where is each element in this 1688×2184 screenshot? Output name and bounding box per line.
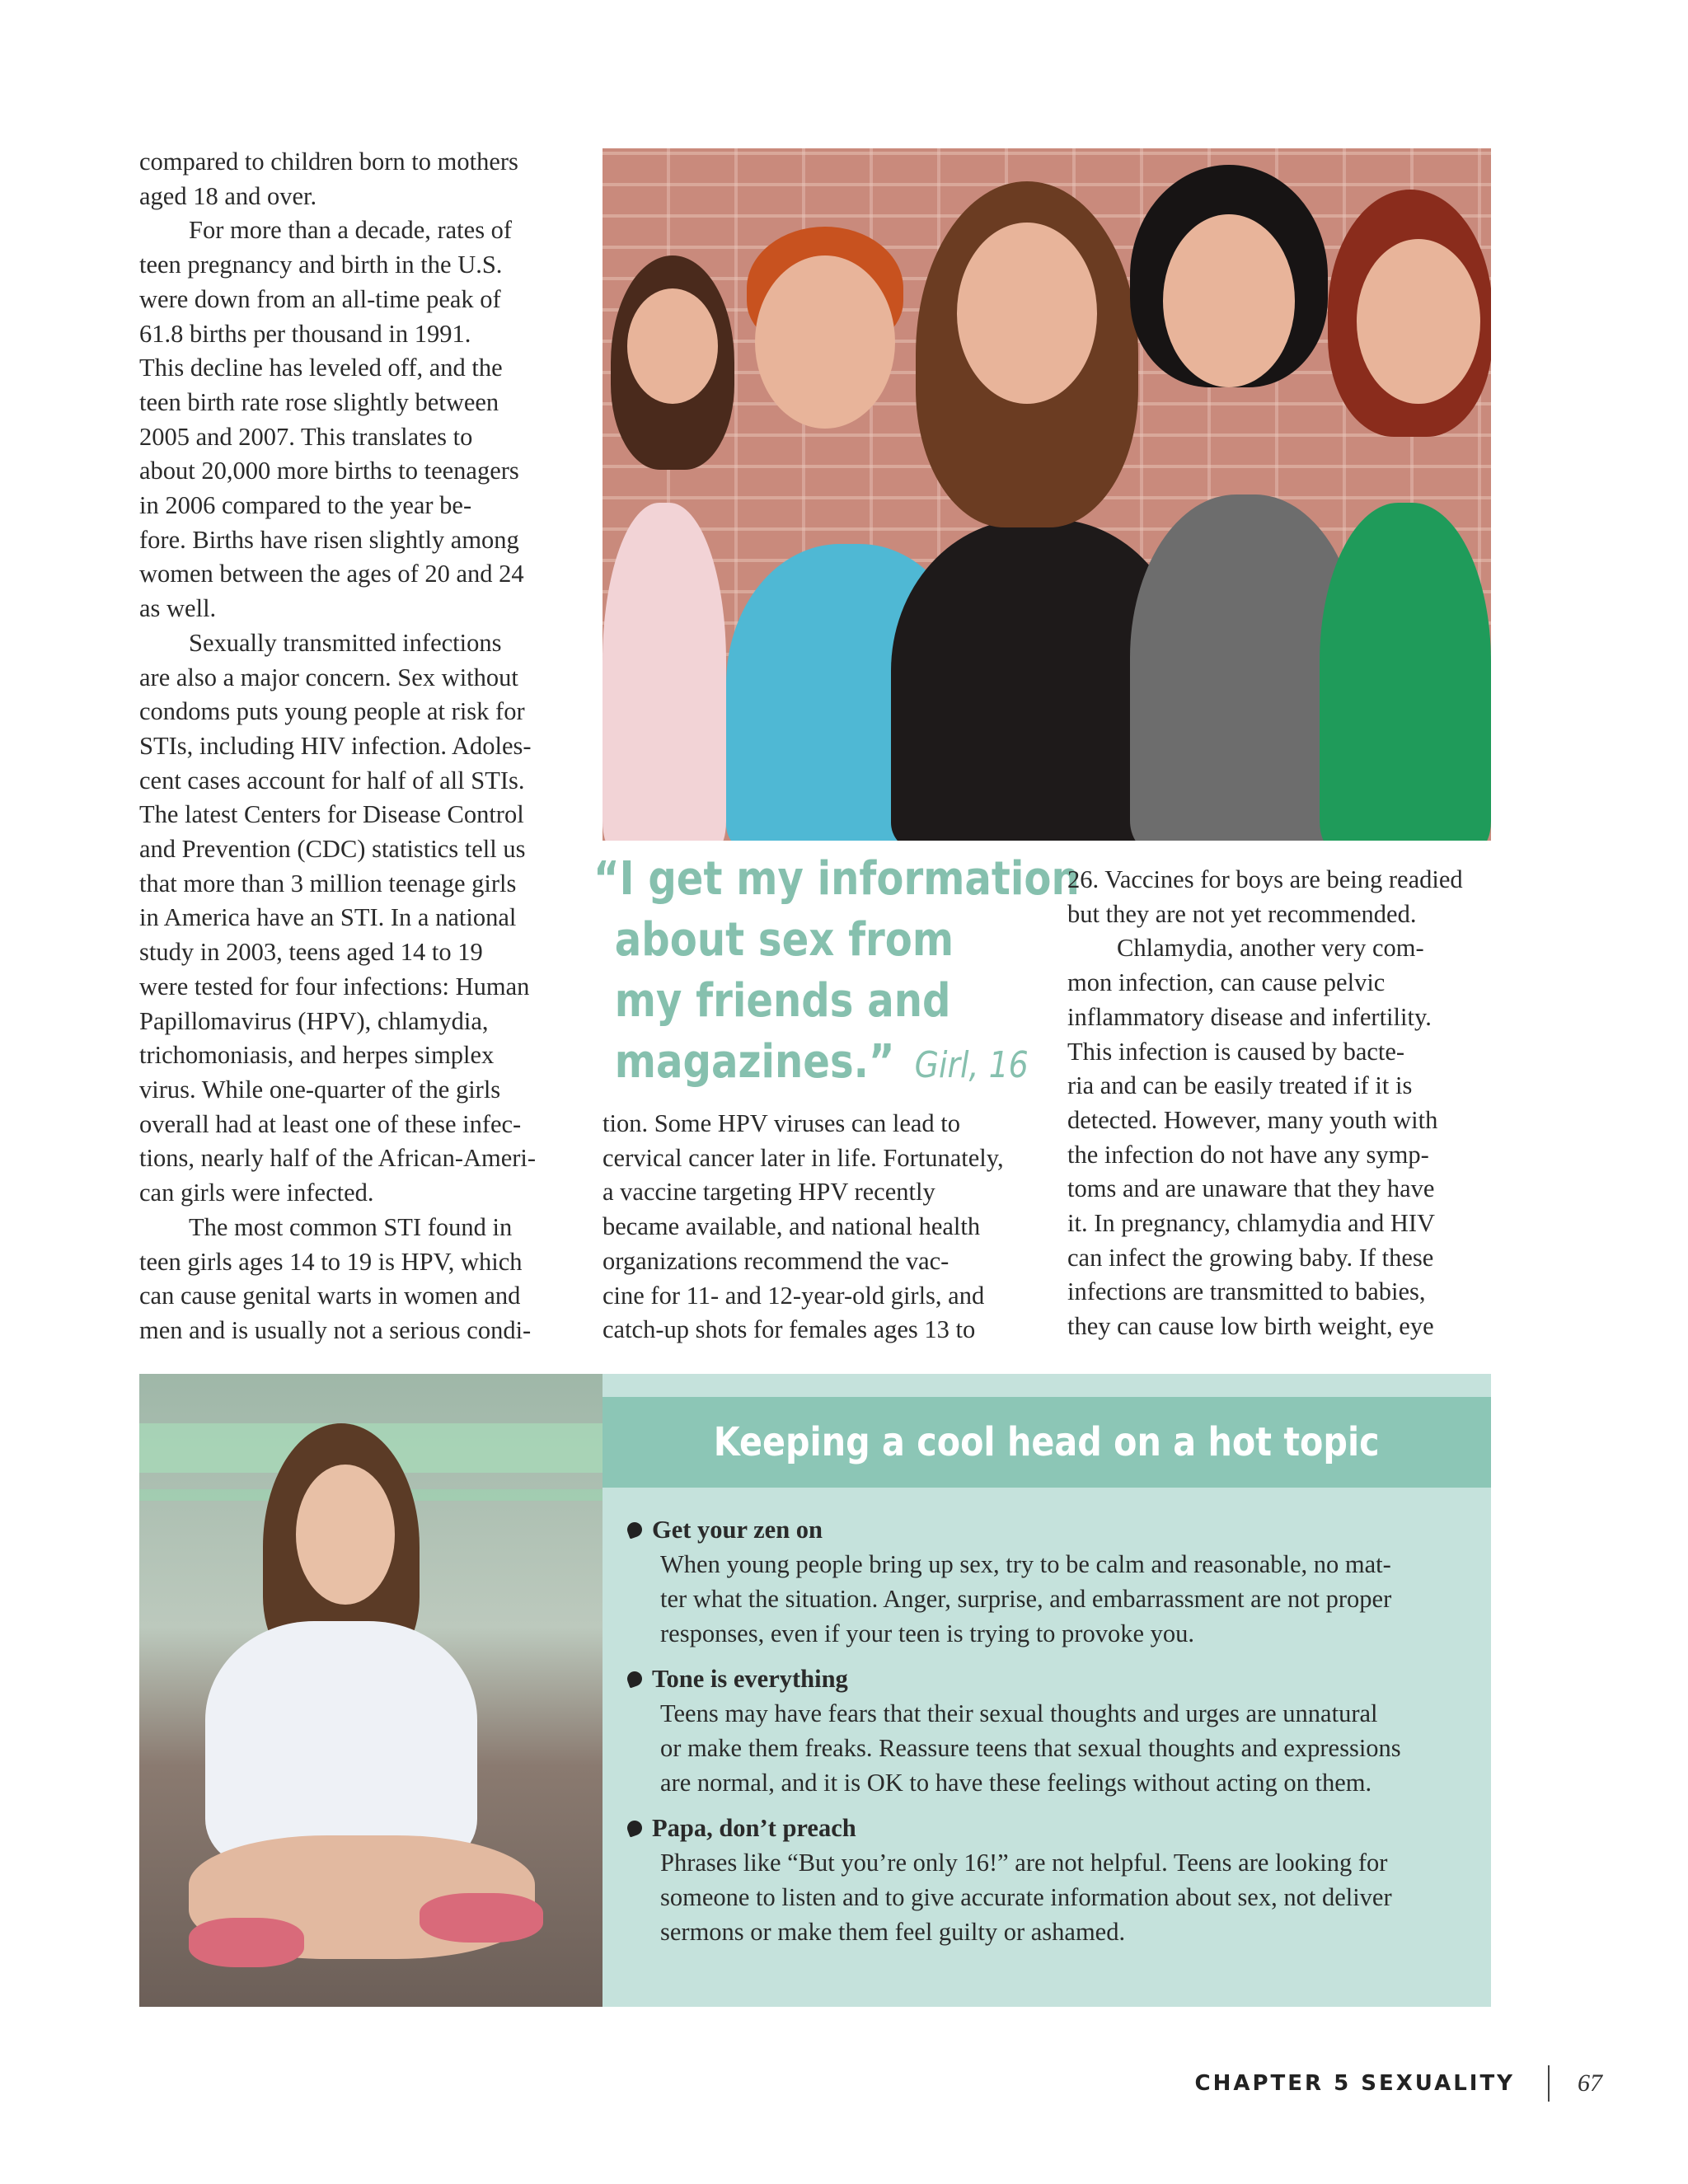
text-line: Sexually transmitted infections [189,628,502,657]
girl-face [296,1465,395,1605]
tip-body-line: ter what the situation. Anger, surprise, and embarrassment are not proper [660,1585,1392,1613]
person-face [627,288,718,404]
text-line: cent cases account for half of all STIs. [139,766,525,794]
tip-item [627,1661,1476,1800]
text-line: but they are not yet recommended. [1067,899,1417,928]
text-line: and Prevention (CDC) statistics tell us [139,835,526,864]
tips-heading: Keeping a cool head on a hot topic [714,1419,1380,1465]
text-line: can cause genital warts in women and [139,1282,521,1310]
text-line: as well. [139,594,217,623]
text-line: teen girls ages 14 to 19 is HPV, which [139,1247,523,1276]
sneaker [420,1893,543,1943]
text-line: mon infection, can cause pelvic [1067,968,1386,997]
text-line: they can cause low birth weight, eye [1067,1312,1434,1341]
text-line: teen pregnancy and birth in the U.S. [139,251,503,279]
text-line: ria and can be easily treated if it is [1067,1071,1413,1100]
left-paragraph-1 [139,145,568,213]
text-line: aged 18 and over. [139,181,317,210]
left-paragraph-4 [139,1211,568,1348]
tip-body-line: When young people bring up sex, try to be calm and reasonable, no mat- [660,1550,1391,1578]
text-line: catch-up shots for females ages 13 to [603,1315,976,1344]
tip-body-line: or make them freaks. Reassure teens that sexual thoughts and expressions [660,1734,1401,1762]
text-line: cervical cancer later in life. Fortunately, [603,1143,1004,1172]
text-line: 2005 and 2007. This translates to [139,422,473,451]
page-footer [1195,2065,1603,2102]
text-line: The most common STI found in [189,1212,513,1241]
person-figure [1320,503,1491,841]
pull-quote-attribution: Girl, 16 [914,1044,1029,1086]
text-line: inflammatory disease and infertility. [1067,1002,1432,1031]
tip-item [627,1512,1476,1651]
bullet-icon [625,1520,644,1539]
tips-sidebar [603,1374,1491,2007]
left-paragraph-2 [139,213,568,626]
text-line: condoms puts young people at risk for [139,697,525,726]
text-line: For more than a decade, rates of [189,216,513,245]
left-text-column [139,145,568,1348]
person-figure [603,503,726,841]
tip-item [627,1811,1476,1949]
text-line: Chlamydia, another very com- [1117,934,1424,963]
right-paragraph-2 [1067,931,1496,1343]
text-line: in 2006 compared to the year be- [139,491,472,520]
bullet-icon [625,1669,644,1688]
tip-title: Papa, don’t preach [652,1814,856,1842]
bullet-icon [625,1818,644,1837]
pull-quote-line: about sex from [614,913,954,967]
tip-title: Get your zen on [652,1516,823,1544]
tip-body-line: sermons or make them feel guilty or ashamed. [660,1918,1126,1946]
text-line: study in 2003, teens aged 14 to 19 [139,938,483,967]
text-line: women between the ages of 20 and 24 [139,560,524,588]
text-line: fore. Births have risen slightly among [139,525,519,554]
text-line: The latest Centers for Disease Control [139,800,524,829]
person-face [957,223,1097,404]
tip-title: Tone is everything [652,1665,848,1693]
text-line: STIs, including HIV infection. Adoles- [139,731,532,760]
text-line: This infection is caused by bacte- [1067,1037,1405,1066]
tip-body-line: are normal, and it is OK to have these feelings without acting on them. [660,1769,1372,1797]
tip-body-line: someone to listen and to give accurate information about sex, not deliver [660,1883,1392,1911]
text-line: cine for 11- and 12-year-old girls, and [603,1281,985,1310]
text-line: infections are transmitted to babies, [1067,1277,1426,1306]
middle-text-column [603,1107,1031,1347]
pull-quote [593,849,1080,1096]
text-line: can girls were infected. [139,1179,374,1207]
sneaker [189,1918,304,1967]
sitting-girl-photo [139,1374,603,2007]
tips-heading-bar [603,1397,1491,1488]
tip-body-line: Phrases like “But you’re only 16!” are not helpful. Teens are looking for [660,1849,1388,1877]
text-line: can infect the growing baby. If these [1067,1243,1434,1272]
text-line: tion. Some HPV viruses can lead to [603,1109,961,1137]
text-line: tions, nearly half of the African-Ameri- [139,1144,537,1173]
text-line: detected. However, many youth with [1067,1105,1438,1134]
text-line: were tested for four infections: Human [139,972,530,1001]
right-paragraph-1 [1067,863,1496,931]
text-line: became available, and national health [603,1212,981,1241]
text-line: 61.8 births per thousand in 1991. [139,319,471,348]
text-line: 26. Vaccines for boys are being readied [1067,865,1463,893]
text-line: Papillomavirus (HPV), chlamydia, [139,1006,489,1035]
text-line: compared to children born to mothers [139,148,518,176]
person-face [755,255,895,429]
text-line: it. In pregnancy, chlamydia and HIV [1067,1209,1436,1238]
person-face [1163,214,1295,387]
footer-divider [1548,2065,1550,2102]
text-line: in America have an STI. In a national [139,903,517,932]
text-line: that more than 3 million teenage girls [139,869,517,898]
text-line: This decline has leveled off, and the [139,354,503,382]
pull-quote-line: “I get my information [593,852,1080,906]
text-line: overall had at least one of these infec- [139,1109,522,1138]
left-paragraph-3 [139,626,568,1211]
teen-group-photo [603,148,1491,841]
pull-quote-line: magazines.” [614,1035,895,1089]
text-line: men and is usually not a serious condi- [139,1315,532,1344]
text-line: a vaccine targeting HPV recently [603,1178,935,1207]
text-line: the infection do not have any symp- [1067,1140,1429,1169]
text-line: teen birth rate rose slightly between [139,387,499,416]
text-line: toms and are unaware that they have [1067,1174,1435,1203]
person-face [1357,239,1480,404]
text-line: virus. While one-quarter of the girls [139,1075,501,1104]
tips-top-band [603,1374,1491,1397]
text-line: about 20,000 more births to teenagers [139,457,519,485]
chapter-label: CHAPTER 5 SEXUALITY [1194,2071,1515,2096]
tip-body-line: responses, even if your teen is trying to provoke you. [660,1619,1194,1647]
text-line: were down from an all-time peak of [139,284,501,313]
page-number: 67 [1578,2069,1602,2097]
girl-shirt [205,1621,477,1868]
tip-body-line: Teens may have fears that their sexual thoughts and urges are unnatural [660,1699,1378,1727]
text-line: are also a major concern. Sex without [139,663,518,691]
pull-quote-line: my friends and [614,974,951,1028]
right-text-column [1067,863,1496,1344]
text-line: trichomoniasis, and herpes simplex [139,1041,495,1070]
text-line: organizations recommend the vac- [603,1246,950,1275]
